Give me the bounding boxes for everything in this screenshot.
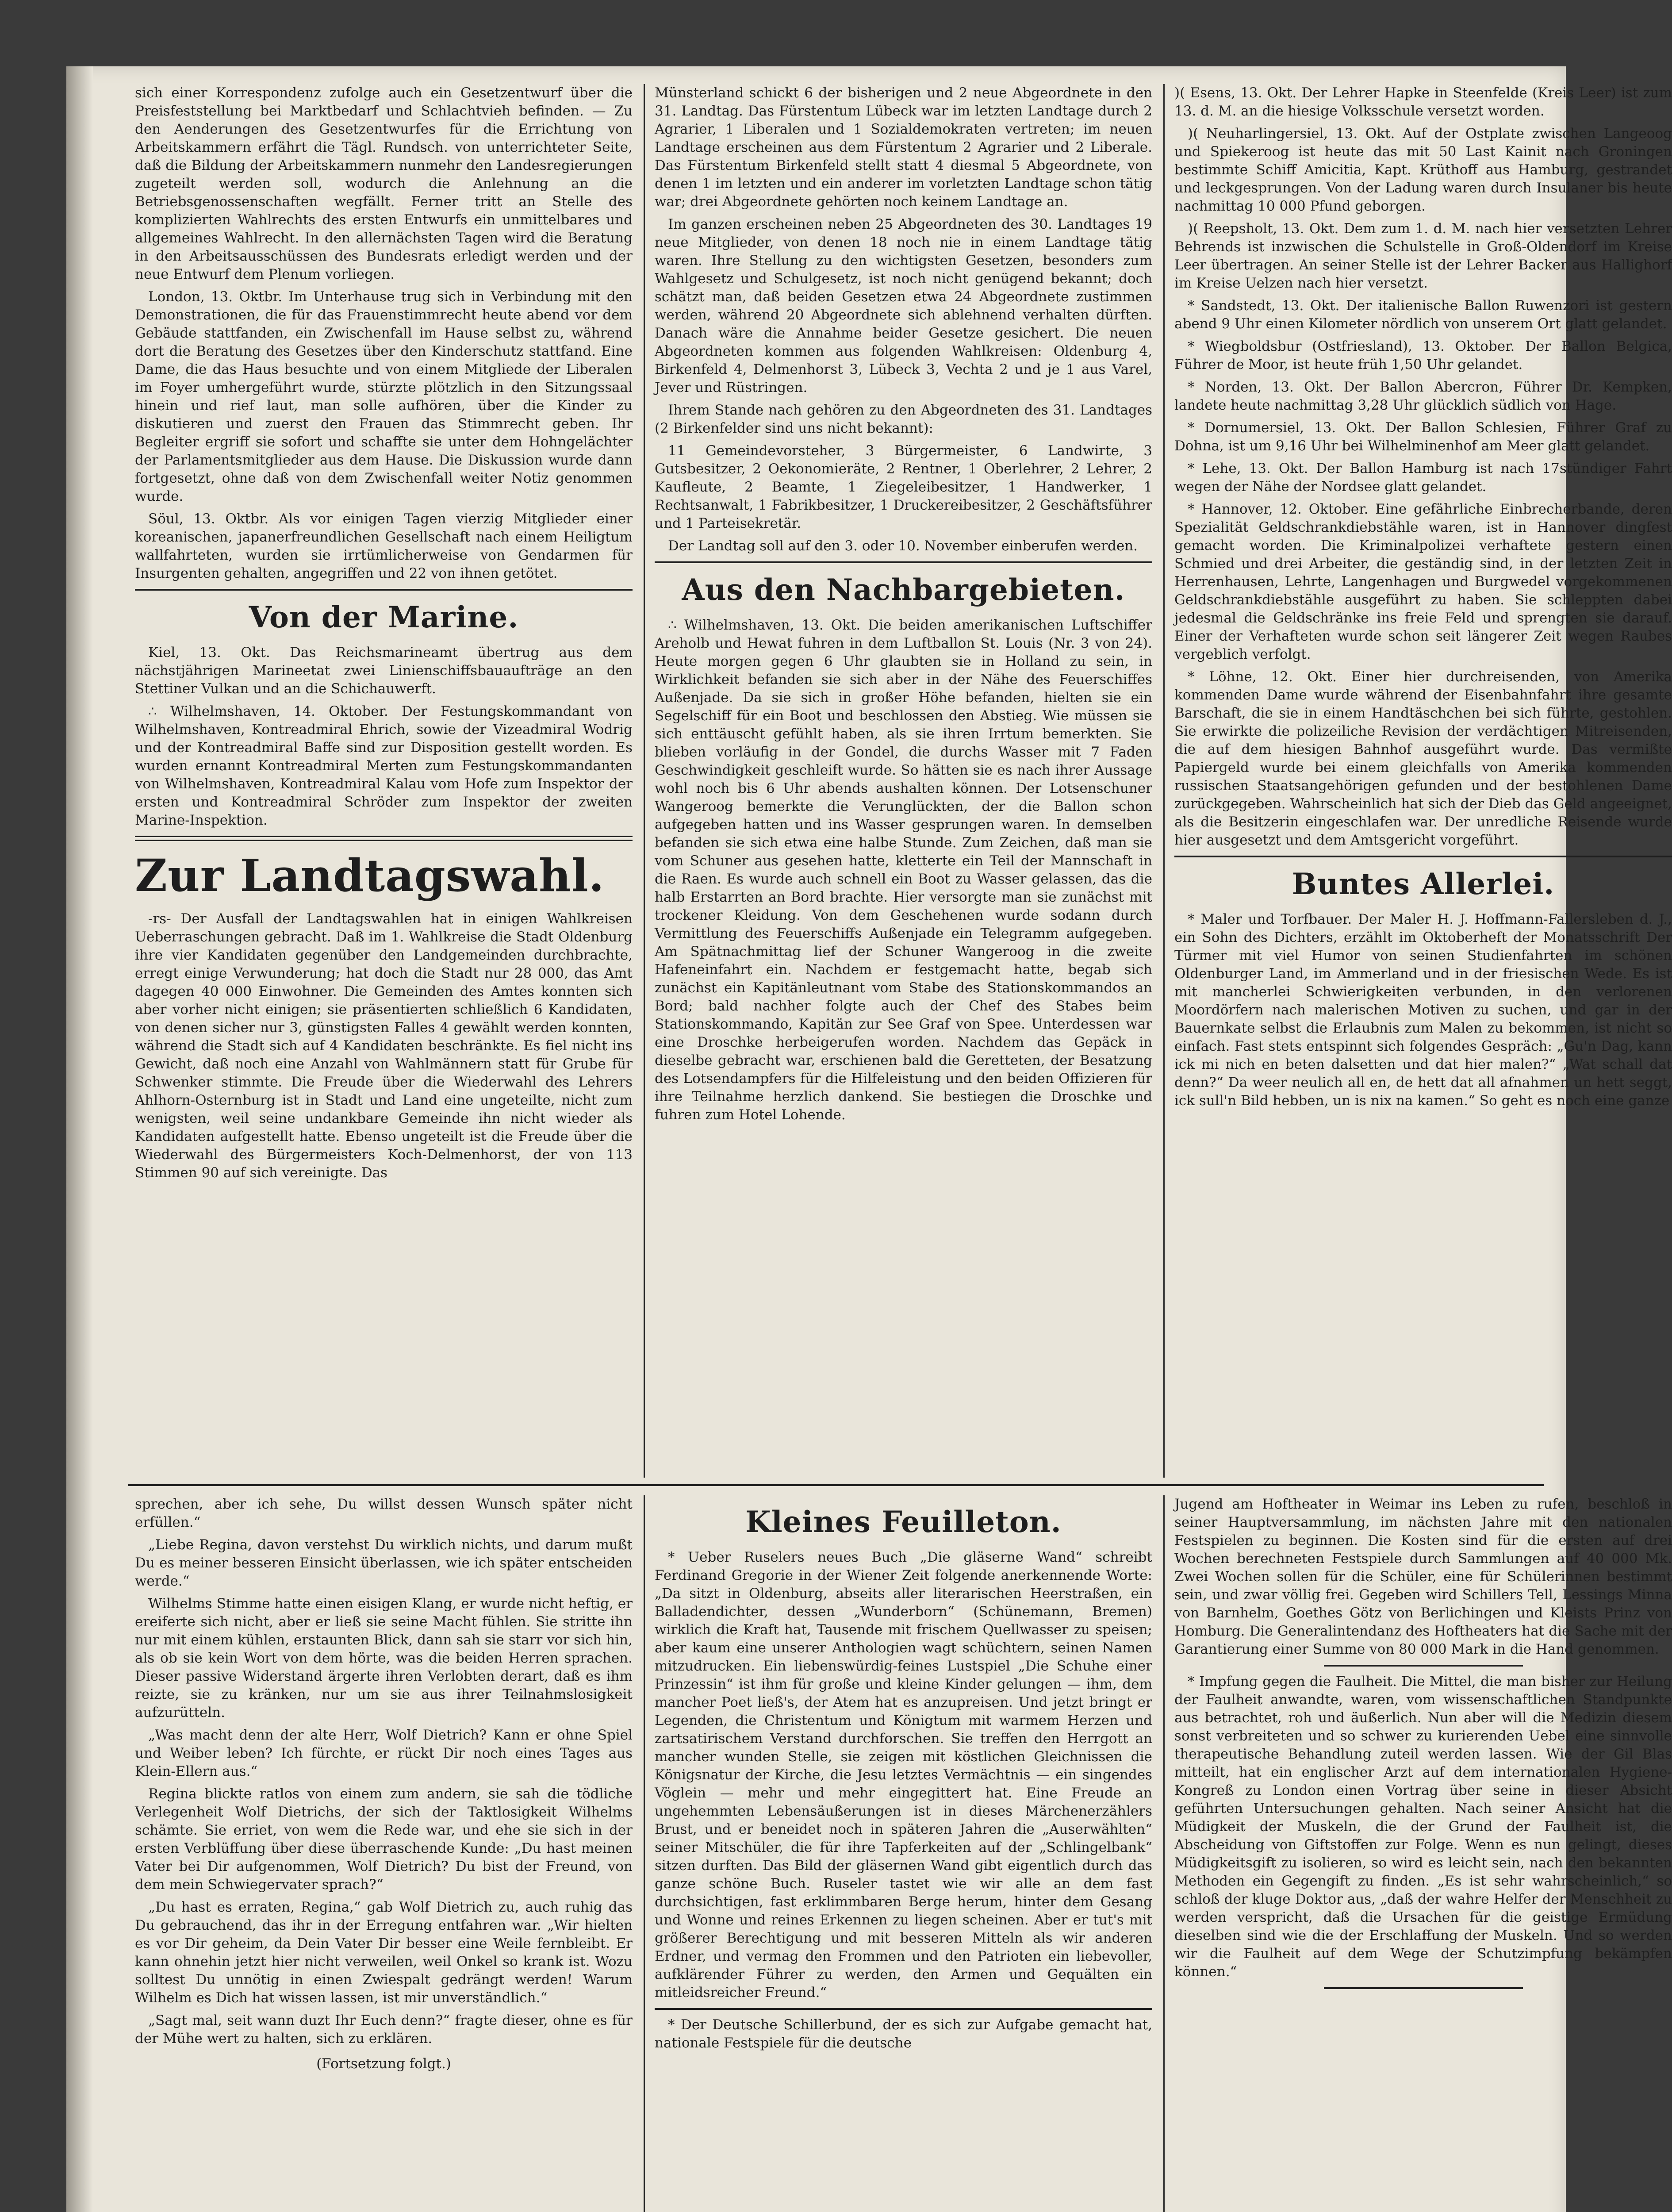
top-column-2 [655,84,1152,1129]
profession-list: 11 Gemeindevorsteher, 3 Bürgermeister, 6 Landwirte, 3 Gutsbesitzer, 2 Oekonomieräte, 2 Rentner, 1 Oberlehrer, 2 Lehrer, 2 Kaufleute, 2 Beamte, 1 Ziegeleibesitzer, 1 Handwerker, 1 Rechtsanwalt, 1 Fabrikbesitzer, 1 Druckereibesitzer, 2 Geschäftsführer und 1 Parteisekretär. [655,443,1152,531]
article-paragraph: Jugend am Hoftheater in Weimar ins Leben zu rufen, beschloß in seiner Hauptversammlung, im nächsten Jahre mit den nationalen Festspielen zu beginnen. Die Kosten sind für die ersten auf drei Wochen berechneten Festspiele durch Sammlungen auf 40 000 Mk. Zwei Wochen sollen für die Schüler, eine für Schülerinnen bestimmt sein, und zwar völlig frei. Gegeben wird Schillers Tell, Lessings Minna von Barnhelm, Goethes Götz von Berlichingen und Kleists Prinz von Homburg. Die Generalintendanz des Hoftheaters hat die Sache mit der Garantierung einer Summe von 80 000 Mark in die Hand genommen. [1174,1496,1672,1657]
novel-paragraph: „Liebe Regina, davon verstehst Du wirklich nichts, und darum mußt Du es meiner besseren Einsicht überlassen, wie ich später entscheiden werde.“ [135,1537,633,1589]
bottom-column-1 [135,1495,633,2073]
article-reepsholt: )( Reepsholt, 13. Okt. Dem zum 1. d. M. nach hier versetzten Lehrer Behrends ist inzwischen die Schulstelle in Groß-Oldendorf im Kreise Leer übertragen. An seiner Stelle ist der Lehrer Backer aus Hallighorf im Kreise Uelzen nach hier versetzt. [1174,221,1672,291]
novel-paragraph: „Was macht denn der alte Herr, Wolf Dietrich? Kann er ohne Spiel und Weiber leben? Ich fürchte, er rückt Dir noch eines Tages aus Klein-Ellern aus.“ [135,1727,633,1779]
novel-paragraph: „Sagt mal, seit wann duzt Ihr Euch denn?“ fragte dieser, ohne es für der Mühe wert zu halten, sich zu erklären. [135,2012,633,2047]
article-ruseler: * Ueber Ruselers neues Buch „Die gläserne Wand“ schreibt Ferdinand Gregorie in der Wiener Zeit folgende anerkennende Worte: „Da sitzt in Oldenburg, abseits aller literarischen Heerstraßen, ein Balladendichter, dessen „Wunderborn“ (Schünemann, Bremen) wirklich die Kraft hat, Tausende mit frischem Quellwasser zu speisen; aber kaum eine unserer Anthologien wagt schüchtern, seinen Namen mitzudrucken. Ein liebenswürdig-feines Lustspiel „Die Schuhe einer Prinzessin“ ist ihm für große und kleine Kinder gelungen — ihm, dem mancher Poet ließ's, der Atem hat es anzupreisen. Und jetzt bringt er Legenden, die Christentum und Königtum mit warmem Herzen und zartsatirischem Verstand durchforschen. Sie treffen den Herrgott an mancher wunden Stelle, sie zeigen mit köstlichen Gleichnissen die Königsnatur der Kirche, die Jesu letztes Vermächtnis — ein singendes Vöglein — mehr und mehr eingegittert hat. Eine Freude an ungehemmten Lebensäußerungen ist in dieses Märchenerzählers Brust, und er beneidet noch in späteren Jahren die „Auserwählten“ seiner Mitschüler, die für ihre Tapferkeiten auf der „Schlingelbank“ sitzen durften. Das Bild der gläsernen Wand gibt eigentlich durch das ganze schöne Buch. Ruseler tastet wie wir alle an dem fast durchsichtigen, fast erklimmbaren Berge herum, hinter dem Gesang und Wonne und reines Erkennen zu liegen scheinen. Aber er tut's mit größerer Berechtigung und mit besseren Mitteln als wir anderen Erdner, und vermag den Frommen und den Patrioten ein liebevoller, aufklärender Führer zu werden, den Armen und Gequälten ein mitleidsreicher Freund.“ [655,1549,1152,2001]
article-neuharlingersiel: )( Neuharlingersiel, 13. Okt. Auf der Ostplate zwischen Langeoog und Spiekeroog ist heute das mit 50 Last Kainit nach Groningen bestimmte Schiff Amicitia, Kapt. Krüthoff aus Hamburg, gestrandet und leckgesprungen. Von der Ladung waren durch Insulaner bis heute nachmittag 10 000 Pfund geborgen. [1174,126,1672,214]
newspaper-page [66,66,1672,2212]
section-rule [135,589,633,591]
top-column-1 [135,84,633,1187]
article-paragraph: Münsterland schickt 6 der bisherigen und 2 neue Abgeordnete in den 31. Landtag. Das Fürstentum Lübeck war im letzten Landtage durch 2 Agrarier, 1 Liberalen und 1 Sozialdemokraten vertreten; im neuen Landtage erscheinen aus dem Fürstentum 2 Agrarier und 2 Liberale. Das Fürstentum Birkenfeld stellt statt 4 diesmal 5 Abgeordnete, von denen 1 im letzten und ein anderer im vorletzten Landtage schon tätig war; drei Abgeordnete gehörten noch keinem Landtage an. [655,85,1152,210]
column-divider [1163,84,1165,1478]
top-column-3 [1174,84,1672,1114]
article-sandstedt: * Sandstedt, 13. Okt. Der italienische Ballon Ruwenzori ist gestern abend 9 Uhr einen Kilometer nördlich von unserem Ort glatt gelandet. [1174,298,1672,332]
article-impfung: * Impfung gegen die Faulheit. Die Mittel, die man bisher zur Heilung der Faulheit anwandte, waren, vom wissenschaftlichen Standpunkte aus betrachtet, roh und äußerlich. Nun aber will die Medizin diesem sonst verbreiteten und so schwer zu kurierenden Uebel eine sinnvolle therapeutische Behandlung zuteil werden lassen. Wie der Gil Blas mitteilt, hat ein englischer Arzt auf dem internationalen Hygiene-Kongreß zu London einen Vortrag über seine in dieser Absicht geführten Untersuchungen gehalten. Nach seiner Ansicht hat die Müdigkeit der Muskeln, die der Grund der Faulheit ist, die Abscheidung von Giftstoffen zur Folge. Wenn es nun gelingt, dieses Müdigkeitsgift zu isolieren, so wird es leicht sein, nach den bekannten Methoden ein Gegengift zu finden. „Es ist sehr wahrscheinlich,“ so schloß der kluge Doktor aus, „daß der wahre Helfer der Menschheit zu werden verspricht, daß die Ursachen für die geistige Ermüdung dieselben sind wie die der Erschlaffung der Muskeln. Und so werden wir die Faulheit auf dem Wege der Schutzimpfung bekämpfen können.“ [1174,1674,1672,1980]
article-wiegboldsbur: * Wiegboldsbur (Ostfriesland), 13. Oktober. Der Ballon Belgica, Führer de Moor, ist heute früh 1,50 Uhr gelandet. [1174,338,1672,373]
heading-nachbargebieten: Aus den Nachbargebieten. [682,572,1125,607]
article-maler-torfbauer: * Maler und Torfbauer. Der Maler H. J. Hoffmann-Fallersleben d. J., ein Sohn des Dichters, erzählt im Oktoberheft der Monatsschrift Der Türmer mit viel Humor von seinen Studienfahrten im schönen Oldenburger Land, im Ammerland und in der friesischen Wede. Es ist mit mancherlei Schwierigkeiten verbunden, in den verlorenen Moordörfern nach malerischen Motiven zu suchen, und gar in der Bauernkate selbst die Erlaubnis zum Malen zu bekommen, ist nicht so einfach. Fast stets entspinnt sich folgendes Gespräch: „Gu'n Dag, kann ick mi nich en beten dalsetten und dat hier malen?“ „Wat schall dat denn?“ Da weer neulich all en, de hett dat all afnahmen un hett seggt, ick sull'n Bild hebben, un is nix na kamen.“ So geht es noch eine ganze [1174,911,1672,1109]
article-paragraph: Der Landtag soll auf den 3. oder 10. November einberufen werden. [668,538,1138,554]
article-loehne: * Löhne, 12. Okt. Einer hier durchreisenden, von Amerika kommenden Dame wurde während der Eisenbahnfahrt ihre gesamte Barschaft, die sie in einem Handtäschchen bei sich führte, gestohlen. Sie erwirkte die polizeiliche Revision der verdächtigen Mitreisenden, die auf dem hiesigen Bahnhof ausgeführt wurde. Das vermißte Papiergeld wurde bei einem gleichfalls von Amerika kommenden russischen Staatsangehörigen gefunden und der bestohlenen Dame zurückgegeben. Wahrscheinlich hat sich der Dieb das Geld angeeignet, als die Besitzerin eingeschlafen war. Der unredliche Reisende wurde hier ausgesetzt und dem Amtsgericht vorgeführt. [1174,669,1672,848]
heading-buntes-allerlei: Buntes Allerlei. [1292,867,1555,901]
short-rule [1324,1987,1523,1989]
heading-marine: Von der Marine. [249,600,519,634]
section-rule [135,836,633,841]
article-norden: * Norden, 13. Okt. Der Ballon Abercron, Führer Dr. Kempken, landete heute nachmittag 3,28 Uhr glücklich südlich von Hage. [1174,379,1672,413]
article-schillerbund: * Der Deutsche Schillerbund, der es sich zur Aufgabe gemacht hat, nationale Festspiele für die deutsche [655,2017,1152,2051]
feuilleton-separator [128,1484,1544,1486]
column-divider [644,1495,645,2212]
novel-paragraph: Wilhelms Stimme hatte einen eisigen Klang, er wurde nicht heftig, er ereiferte sich nicht, aber er ließ sie seine Macht fühlen. Sie stritte ihn nur mit einem kühlen, erstaunten Blick, dann sah sie starr vor sich hin, als ob sie kein Wort von dem hörte, was die beiden Herren sprachen. Dieser passive Widerstand ärgerte ihren Verlobten derart, daß es ihm reizte, sie zu kränken, nur um sie aus ihrer Teilnahmslosigkeit aufzurütteln. [135,1596,633,1720]
article-paragraph: Im ganzen erscheinen neben 25 Abgeordneten des 30. Landtages 19 neue Mitglieder, von denen 18 noch nie in einem Landtage tätig waren. Ihre Stellung zu den wichtigsten Gesetzen, besonders zum Wahlgesetz und Schulgesetz, ist noch nicht genügend bekannt; doch schätzt man, daß beiden Gesetzen etwa 24 Abgeordnete zustimmen werden, während 20 Abgeordnete sich ablehnend verhalten dürften. Danach wäre die Annahme beider Gesetze gesichert. Die neuen Abgeordneten kommen aus folgenden Wahlkreisen: Oldenburg 4, Birkenfeld 4, Delmenhorst 3, Lübeck 3, Vechta 2 und je 1 aus Varel, Jever und Rüstringen. [655,216,1152,396]
article-esens: )( Esens, 13. Okt. Der Lehrer Hapke in Steenfelde (Kreis Leer) ist zum 13. d. M. an die hiesige Volksschule versetzt worden. [1174,85,1672,119]
column-divider [644,84,645,1478]
heading-landtagswahl: Zur Landtagswahl. [135,849,605,902]
bottom-column-3 [1174,1495,1672,1995]
article-paragraph: sich einer Korrespondenz zufolge auch ein Gesetzentwurf über die Preisfeststellung bei Marktbedarf und Schlachtvieh befinden. — Zu den Aenderungen des Gesetzentwurfes für die Errichtung von Arbeitskammern erfährt die Tägl. Rundsch. von unterrichteter Seite, daß die Bildung der Arbeitskammern nunmehr den Landesregierungen zugeteilt werden soll, wodurch die Anlehnung an die Betriebsgenossenschaften wegfällt. Ferner tritt an Stelle des komplizierten Wahlrechts des ersten Entwurfs ein unmittelbares und allgemeines Wahlrecht. In den allernächsten Tagen wird die Beratung in den Arbeitsausschüssen des Bundesrats erledigt werden und der neue Entwurf dem Plenum vorliegen. [135,85,633,282]
article-dornumersiel: * Dornumersiel, 13. Okt. Der Ballon Schlesien, Führer Graf zu Dohna, ist um 9,16 Uhr bei Wilhelminenhof am Meer glatt gelandet. [1174,420,1672,454]
article-hannover: * Hannover, 12. Oktober. Eine gefährliche Einbrecherbande, deren Spezialität Geldschrankdiebstähle waren, ist in Hannover dingfest gemacht worden. Die Kriminalpolizei verhaftete gestern einen Schmied und drei Arbeiter, die geständig sind, in der letzten Zeit in Herrenhausen, Lehrte, Langenhagen und Burgwedel vorgekommenen Geldschrankdiebstähle ausgeführt zu haben. Sie schleppten dabei jedesmal die Geldschränke ins freie Feld und sprengten sie darauf. Einer der Verhafteten wurde schon seit längerer Zeit wegen Raubes vergeblich verfolgt. [1174,501,1672,662]
novel-paragraph: Regina blickte ratlos von einem zum andern, sie sah die tödliche Verlegenheit Wolf Dietrichs, der sich der Taktlosigkeit Wilhelms schämte. Sie erriet, von wem die Rede war, und ehe sie sich in der ersten Verblüffung über diese überraschende Kunde: „Du hast meinen Vater bei Dir aufgenommen, Wolf Dietrich? Du bist der Freund, von dem mein Schwiegervater sprach?“ [135,1786,633,1893]
binding-shadow [66,66,93,2212]
novel-paragraph: „Du hast es erraten, Regina,“ gab Wolf Dietrich zu, auch ruhig das Du gebrauchend, das ihr in der Erregung entfahren war. „Wir hielten es vor Dir geheim, da Dein Vater Dir besser eine Weile fernbleibt. Er kann ohnehin jetzt hier nicht verweilen, weil Onkel so krank ist. Wozu solltest Du unnötig in einen Zwiespalt gedrängt werden! Warum Wilhelm es Dich hat wissen lassen, ist mir unverständlich.“ [135,1899,633,2006]
heading-kleines-feuilleton: Kleines Feuilleton. [745,1505,1062,1539]
short-rule [1324,1665,1523,1667]
article-wilhelmshaven-ballon: ∴ Wilhelmshaven, 13. Okt. Die beiden amerikanischen Luftschiffer Areholb und Hewat fuhren in dem Luftballon St. Louis (Nr. 3 von 24). Heute morgen gegen 6 Uhr glaubten sie in Holland zu sein, in Wirklichkeit befanden sie sich aber in der Nähe des Feuerschiffes Außenjade. Da sie sich in großer Höhe befanden, hielten sie ein Segelschiff für ein Boot und beschlossen den Abstieg. Wie müssen sie sich enttäuscht gefühlt haben, als sie ihren Irrtum bemerkten. Sie blieben vorläufig in der Gondel, die durchs Wasser mit 7 Faden Geschwindigkeit geschleift wurde. So hätten sie es nach ihrer Aussage wohl noch bis 6 Uhr abends aushalten können. Der Lotsenschuner Wangeroog bemerkte die Verunglückten, der die Ballon schon aufgegeben hatten und ins Wasser gesprungen waren. In demselben befanden sie sich etwa eine halbe Stunde. Zum Zeichen, daß man sie vom Schuner aus gesehen hatte, kletterte ein Teil der Mannschaft in die Raen. Es wurde auch schnell ein Boot zu Wasser gelassen, das die halb Erstarrten an Bord brachte. Hier versorgte man sie zunächst mit trockener Kleidung. Von dem Geschehenen wurde sodann durch Vermittlung des Feuerschiffs Außenjade ein Telegramm aufgegeben. Am Spätnachmittag lief der Schuner Wangeroog in die zweite Hafeneinfahrt ein. Nachdem er festgemacht hatte, begab sich zunächst ein Kapitänleutnant vom Stabe des Stationskommandos an Bord; bald nachher folgte auch der Chef des Stabes beim Stationskommando, Kapitän zur See Graf von Spee. Unterdessen war eine Droschke herbeigerufen worden. Nachdem das Gepäck in dieselbe gebracht war, erschienen bald die Geretteten, der Besatzung des Lotsendampfers für die Hilfeleistung und den beiden Offizieren für ihre Teilnahme herzlich dankend. Sie bestiegen die Droschke und fuhren zum Hotel Lohende. [655,617,1152,1123]
article-paragraph: Ihrem Stande nach gehören zu den Abgeordneten des 31. Landtages (2 Birkenfelder sind uns nicht bekannt): [655,402,1152,436]
article-landtagswahl: -rs- Der Ausfall der Landtagswahlen hat in einigen Wahlkreisen Ueberraschungen gebracht. Daß im 1. Wahlkreise die Stadt Oldenburg ihre vier Kandidaten gegenüber den Landgemeinden durchbrachte, erregt einige Verwunderung; hat doch die Stadt nur 28 000, das Amt dagegen 40 000 Einwohner. Die Gemeinden des Amtes konnten sich aber vorher nicht einigen; sie präsentierten schließlich 6 Kandidaten, von denen sicher nur 3, günstigsten Falles 4 gewählt werden konnten, während die Stadt sich auf 4 Kandidaten beschränkte. Es fiel nicht ins Gewicht, daß noch eine Anzahl von Wahlmännern statt für Grube für Schwenker stimmte. Die Freude über die Wiederwahl des Lehrers Ahlhorn-Osternburg ist in Stadt und Land eine ungeteilte, nicht zum wenigsten, weil seine undankbare Gemeinde ihn nicht wieder als Kandidaten aufgestellt hatte. Ebenso ungeteilt ist die Freude über die Wiederwahl des Bürgermeisters Koch-Delmenhorst, der von 113 Stimmen 90 auf sich vereinigte. Das [135,911,633,1181]
bottom-column-2 [655,1495,1152,2057]
article-london: London, 13. Oktbr. Im Unterhause trug sich in Verbindung mit den Demonstrationen, die für das Frauenstimmrecht heute abend vor dem Gebäude stattfanden, ein Zwischenfall im Hause selbst zu, während dort die Beratung des Gesetzes über den Kinderschutz stattfand. Eine Dame, die das Haus besuchte und von einem Mitgliede der Liberalen im Foyer umhergeführt wurde, stürzte plötzlich in den Sitzungssaal hinein und rief laut, man solle aufhören, über die Kinder zu diskutieren und zuerst den Frauen das Stimmrecht geben. Ihr Begleiter ergriff sie sofort und schaffte sie unter dem Hohngelächter der Parlamentsmitglieder aus dem Hause. Die Diskussion wurde dann fortgesetzt, ohne daß von dem Zwischenfall weiter Notiz genommen wurde. [135,289,633,504]
section-rule [655,561,1152,563]
article-kiel: Kiel, 13. Okt. Das Reichsmarineamt übertrug aus dem nächstjährigen Marineetat zwei Linienschiffsbauaufträge an den Stettiner Vulkan und an die Schichauwerft. [135,645,633,697]
article-lehe: * Lehe, 13. Okt. Der Ballon Hamburg ist nach 17stündiger Fahrt wegen der Nähe der Nordsee glatt gelandet. [1174,461,1672,495]
article-wilhelmshaven-marine: ∴ Wilhelmshaven, 14. Oktober. Der Festungskommandant von Wilhelmshaven, Kontreadmiral Ehrich, sowie der Vizeadmiral Wodrig und der Kontreadmiral Baffe sind zur Disposition gestellt worden. Es wurden ernannt Kontreadmiral Merten zum Festungskommandanten von Wilhelmshaven, Kontreadmiral Kalau vom Hofe zum Inspektor der ersten und Kontreadmiral Schröder zum Inspektor der zweiten Marine-Inspektion. [135,703,633,828]
column-divider [1163,1495,1165,2212]
section-rule [1174,856,1672,857]
article-soeul: Söul, 13. Oktbr. Als vor einigen Tagen vierzig Mitglieder einer koreanischen, japanerfreundlichen Gesellschaft nach einem Heiligtum wallfahrteten, wurden sie irrtümlicherweise von Gendarmen für Insurgenten gehalten, angegriffen und 22 von ihnen getötet. [135,511,633,581]
novel-paragraph: sprechen, aber ich sehe, Du willst dessen Wunsch später nicht erfüllen.“ [135,1496,633,1530]
section-rule [655,2008,1152,2010]
continuation-note: (Fortsetzung folgt.) [316,2056,451,2072]
